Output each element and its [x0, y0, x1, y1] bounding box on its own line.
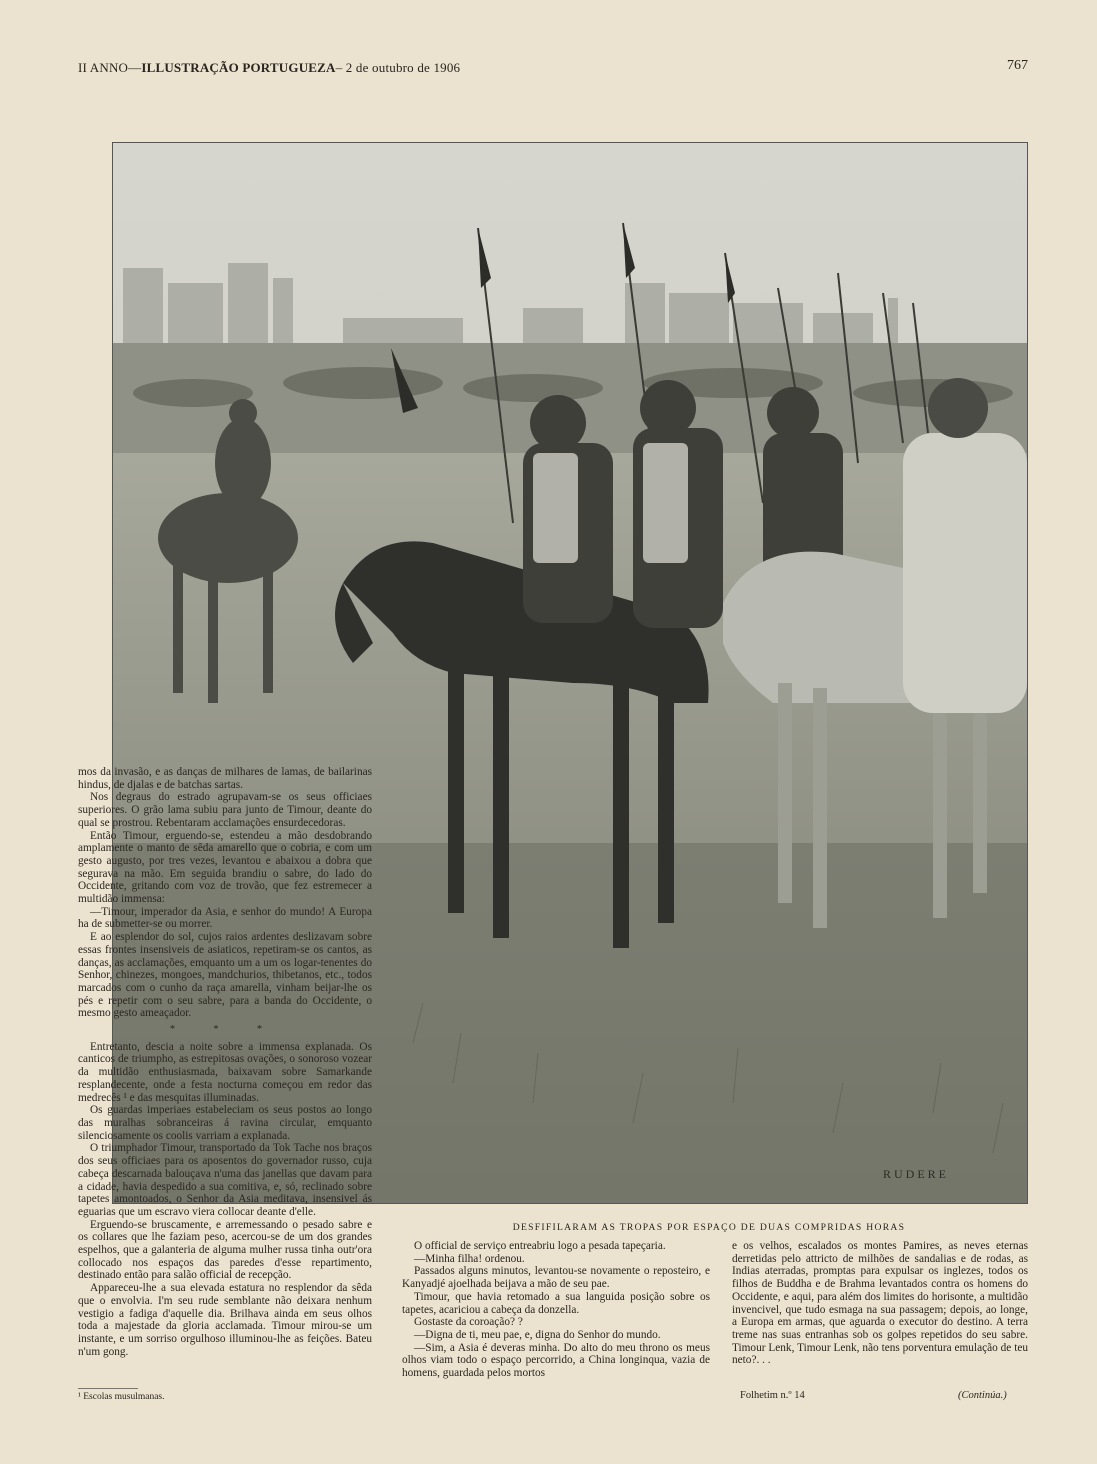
paragraph: O official de serviço entreabriu logo a pesada tapeçaria. [414, 1240, 666, 1252]
paragraph: Passados alguns minutos, levantou-se novamente o reposteiro, e Kanyadjé ajoelhada beijava a mão de seu pae. [402, 1265, 710, 1291]
paragraph: Gostaste da coroação? ? [414, 1316, 523, 1329]
paragraph: e os velhos, escalados os montes Pamires, as neves eternas derretidas pelo attricto de milhões de sandalias e de rodas, as Indias aterradas, promptas para expulsar os inglezes, todos os filhos de Buddha e de Brahma levantados contra os homens do Occidente, e aqui, para além dos limites do horisonte, a multidão invencivel, que tudo esmaga na sua passagem; depois, ao longe, a Europa em armas, que aguarda o executor do destino. A terra treme nas suas entranhas sob os golpes repetidos do seu sabre. Timour Lenk, Timour Lenk, não tens porventura emulação de teu neto?. . . [732, 1240, 1028, 1367]
section-separator: * * * [170, 1024, 280, 1036]
paragraph: Appareceu-lhe a sua elevada estatura no resplendor da sêda que o envolvia. I'm seu rude semblante não deixara nenhum vestigio a fadiga d'aquelle dia. Brilhava ainda em seus olhos toda a majestade da gloria acclamada. Timour mirou-se um instante, e um sorriso orgulhoso illuminou-lhe as feições. Bateu n'um gong. [78, 1282, 372, 1358]
paragraph: mos da invasão, e as danças de milhares de lamas, de bailarinas hindus, de djalas e de batchas sartas. [78, 766, 372, 791]
paragraph: Timour, que havia retomado a sua languida posição sobre os tapetes, acariciou a cabeça da donzella. [402, 1290, 710, 1316]
running-head [78, 60, 460, 76]
paragraph: —Minha filha! ordenou. [414, 1252, 525, 1265]
right-column [732, 1240, 1028, 1367]
illustration-caption: DESFIFILARAM AS TROPAS POR ESPAÇO DE DUAS COMPRIDAS HORAS [512, 1222, 906, 1233]
paragraph: E ao esplendor do sol, cujos raios ardentes deslizavam sobre essas frontes insensiveis de asiaticos, repetiram-se os cantos, as danças, as acclamações, emquanto um a um os logar-tenentes do Senhor, chinezes, mongoes, mandchurios, thibetanos, etc., todos marcados com o cunho da raça amarella, vinham beijar-lhe os pés e repetir com o seu sabre, para a banda do Occidente, o mesmo gesto ameaçador. [78, 931, 372, 1020]
paragraph: Então Timour, erguendo-se, estendeu a mão desdobrando amplamente o manto de sêda amarello que o cobria, e com um gesto augusto, por tres vezes, levantou e abaixou a dobra que segurava na mão. Em seguida brandiu o sabre, do lado do Occidente, gritando com voz de trovão, que fez estremecer a multidão immensa: [78, 829, 372, 906]
publication-title: ILLUSTRAÇÃO PORTUGUEZA [141, 60, 336, 75]
artist-signature: RUDERE [883, 1167, 949, 1181]
middle-column [402, 1240, 710, 1380]
folhetim-label: Folhetim n.º 14 [740, 1390, 805, 1401]
paragraph: —Timour, imperador da Asia, e senhor do mundo! A Europa ha de submetter-se ou morrer. [78, 905, 372, 931]
paragraph: Nos degraus do estrado agrupavam-se os seus officiaes superiores. O grão lama subiu para junto de Timour, deante do qual se prostrou. Rebentaram acclamações ensurdecedoras. [78, 791, 372, 829]
paragraph: Entretanto, descia a noite sobre a immensa explanada. Os canticos de triumpho, as estrepitosas ovações, o sonoroso vozear da multidão enthusiasmada, baixavam sobre Samarkande resplandecente, onde a festa nocturna começou em redor das medrecês ¹ e das mesquitas illuminadas. [78, 1040, 372, 1104]
paragraph: Erguendo-se bruscamente, e arremessando o pesado sabre e os collares que lhe faziam peso, acercou-se de um dos grandes espelhos, que a galanteria de alguma mulher russa tinha outr'ora collocado nos espaços das paredes d'esse repartimento, destinado então para salão official de recepção. [78, 1218, 372, 1282]
issue-date: – 2 de outubro de 1906 [335, 60, 461, 75]
footnote-rule [78, 1388, 138, 1389]
left-column [78, 766, 372, 1358]
page-header [78, 60, 1028, 82]
paragraph: —Digna de ti, meu pae, e, digna do Senhor do mundo. [414, 1328, 661, 1341]
paragraph: —Sim, a Asia é deveras minha. Do alto do meu throno os meus olhos viam todo o espaço percorrido, a China longinqua, vazia de homens, guardada pelos mortos [402, 1341, 710, 1380]
footnote: ¹ Escolas musulmanas. [78, 1392, 165, 1402]
volume-label: II ANNO— [78, 60, 142, 75]
paragraph: Os guardas imperiaes estabeleciam os seus postos ao longo das muralhas sobranceiras á ravina circular, emquanto silenciosamente os coolis varriam a explanada. [78, 1104, 372, 1142]
paragraph: O triumphador Timour, transportado da Tok Tache nos braços dos seus officiaes para os aposentos do governador russo, cuja cabeça descarnada balouçava n'uma das janellas que davam para a cidade, havia despedido a sua comitiva, e, só, reclinado sobre tapetes amontoados, o Senhor da Asia meditava, insensivel ás eguarias que um escravo viera collocar deante d'elle. [78, 1142, 372, 1218]
page-number: 767 [1007, 58, 1028, 73]
continua-label: (Continúa.) [958, 1390, 1007, 1401]
